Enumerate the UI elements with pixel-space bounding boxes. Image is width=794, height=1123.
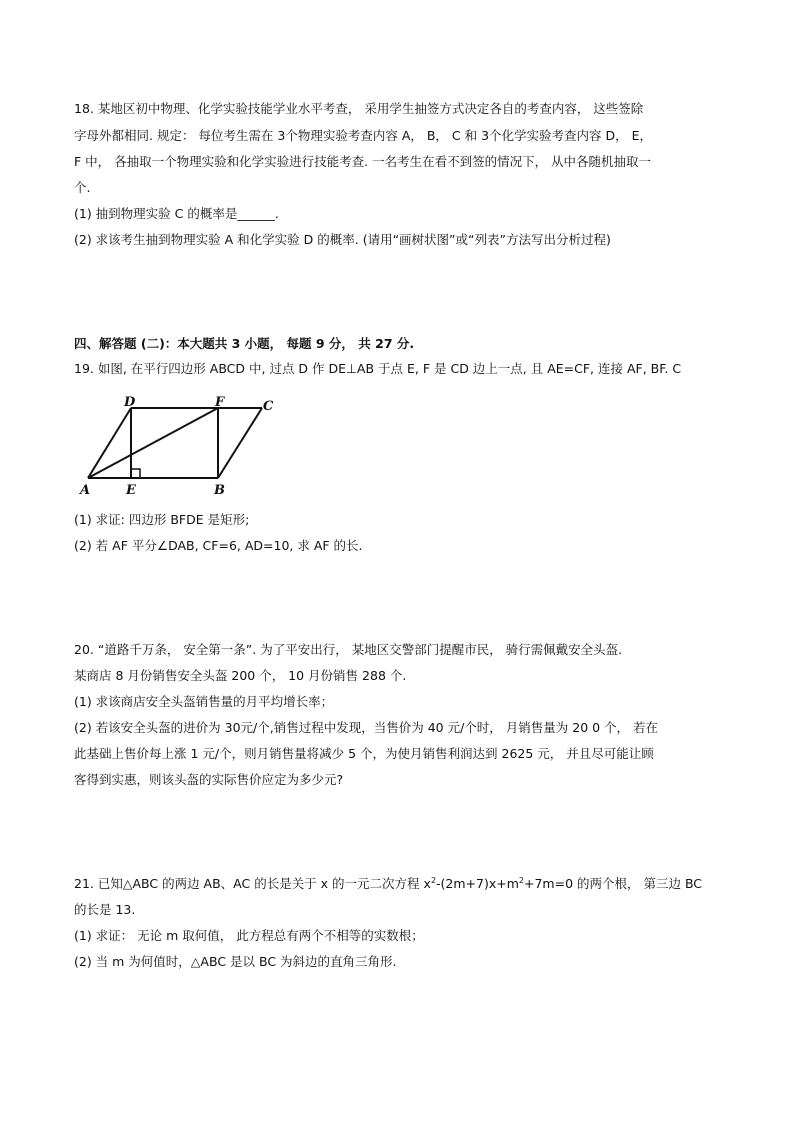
q19-text-line-1: 19. 如图, 在平行四边形 ABCD 中, 过点 D 作 DE⊥AB 于点 E, F 是 CD 边上一点, 且 AE=CF, 连接 AF, BF. C (74, 361, 682, 376)
point-label-f: F (215, 395, 225, 410)
q18-part-2: (2) 求该考生抽到物理实验 A 和化学实验 D 的概率. (请用“画树状图”或“列表”方法写出分析过程) (74, 232, 611, 247)
q20-text-line-1: 20. “道路千万条， 安全第一条”. 为了平安出行， 某地区交警部门提醒市民， 骑行需佩戴安全头盔. (74, 642, 623, 657)
q21-text-segment: +7m=0 的两个根， 第三边 BC (524, 876, 703, 891)
q18-part-1: (1) 抽到物理实验 C 的概率是______. (74, 206, 279, 221)
q20-part-2-line-2: 此基础上售价每上涨 1 元/个，则月销售量将减少 5 个，为使月销售利润达到 2625 元， 并且尽可能让顾 (74, 746, 654, 761)
right-angle-mark (131, 469, 140, 478)
q21-part-2: (2) 当 m 为何值时，△ABC 是以 BC 为斜边的直角三角形. (74, 954, 397, 969)
q18-text-line-3: F 中， 各抽取一个物理实验和化学实验进行技能考查. 一名考生在看不到签的情况下， 从中各随机抽取一 (74, 154, 652, 169)
q20-part-1: (1) 求该商店安全头盔销售量的月平均增长率； (74, 694, 334, 709)
segment-bc (218, 408, 262, 478)
exponent: 2 (518, 876, 524, 885)
point-label-c: C (263, 399, 274, 414)
parallelogram-figure (80, 394, 284, 498)
section-4-heading: 四、解答题 (二)：本大题共 3 小题， 每题 9 分， 共 27 分. (74, 336, 415, 351)
q21-text-line-2: 的长是 13. (74, 902, 136, 917)
q20-part-2-line-3: 客得到实惠，则该头盔的实际售价应定为多少元? (74, 772, 344, 787)
q21-part-1: (1) 求证： 无论 m 取何值， 此方程总有两个不相等的实数根； (74, 928, 424, 943)
q18-text-line-1: 18. 某地区初中物理、化学实验技能学业水平考查， 采用学生抽签方式决定各自的考查内容， 这些签除 (74, 101, 644, 116)
q21-text-segment: 21. 已知△ABC 的两边 AB、AC 的长是关于 x 的一元二次方程 x (74, 876, 431, 891)
q21-text-line-1 (74, 876, 702, 892)
exponent: 2 (430, 876, 437, 885)
point-label-a: A (80, 483, 91, 498)
point-label-d: D (124, 395, 136, 410)
q19-part-2: (2) 若 AF 平分∠DAB, CF=6, AD=10, 求 AF 的长. (74, 538, 363, 553)
segment-af (88, 408, 218, 478)
q18-text-line-2: 字母外都相同. 规定： 每位考生需在 3个物理实验考查内容 A， B， C 和 3个化学实验考查内容 D， E， (74, 128, 652, 143)
point-label-e: E (126, 483, 136, 498)
q18-text-line-4: 个. (74, 180, 91, 195)
q20-text-line-2: 某商店 8 月份销售安全头盔 200 个， 10 月份销售 288 个. (74, 668, 407, 683)
point-label-b: B (214, 483, 225, 498)
q20-part-2-line-1: (2) 若该安全头盔的进价为 30元/个,销售过程中发现，当售价为 40 元/个时， 月销售量为 20 0 个， 若在 (74, 720, 659, 735)
q21-text-segment: -(2m+7)x+m (436, 876, 519, 891)
q19-part-1: (1) 求证: 四边形 BFDE 是矩形; (74, 512, 250, 527)
